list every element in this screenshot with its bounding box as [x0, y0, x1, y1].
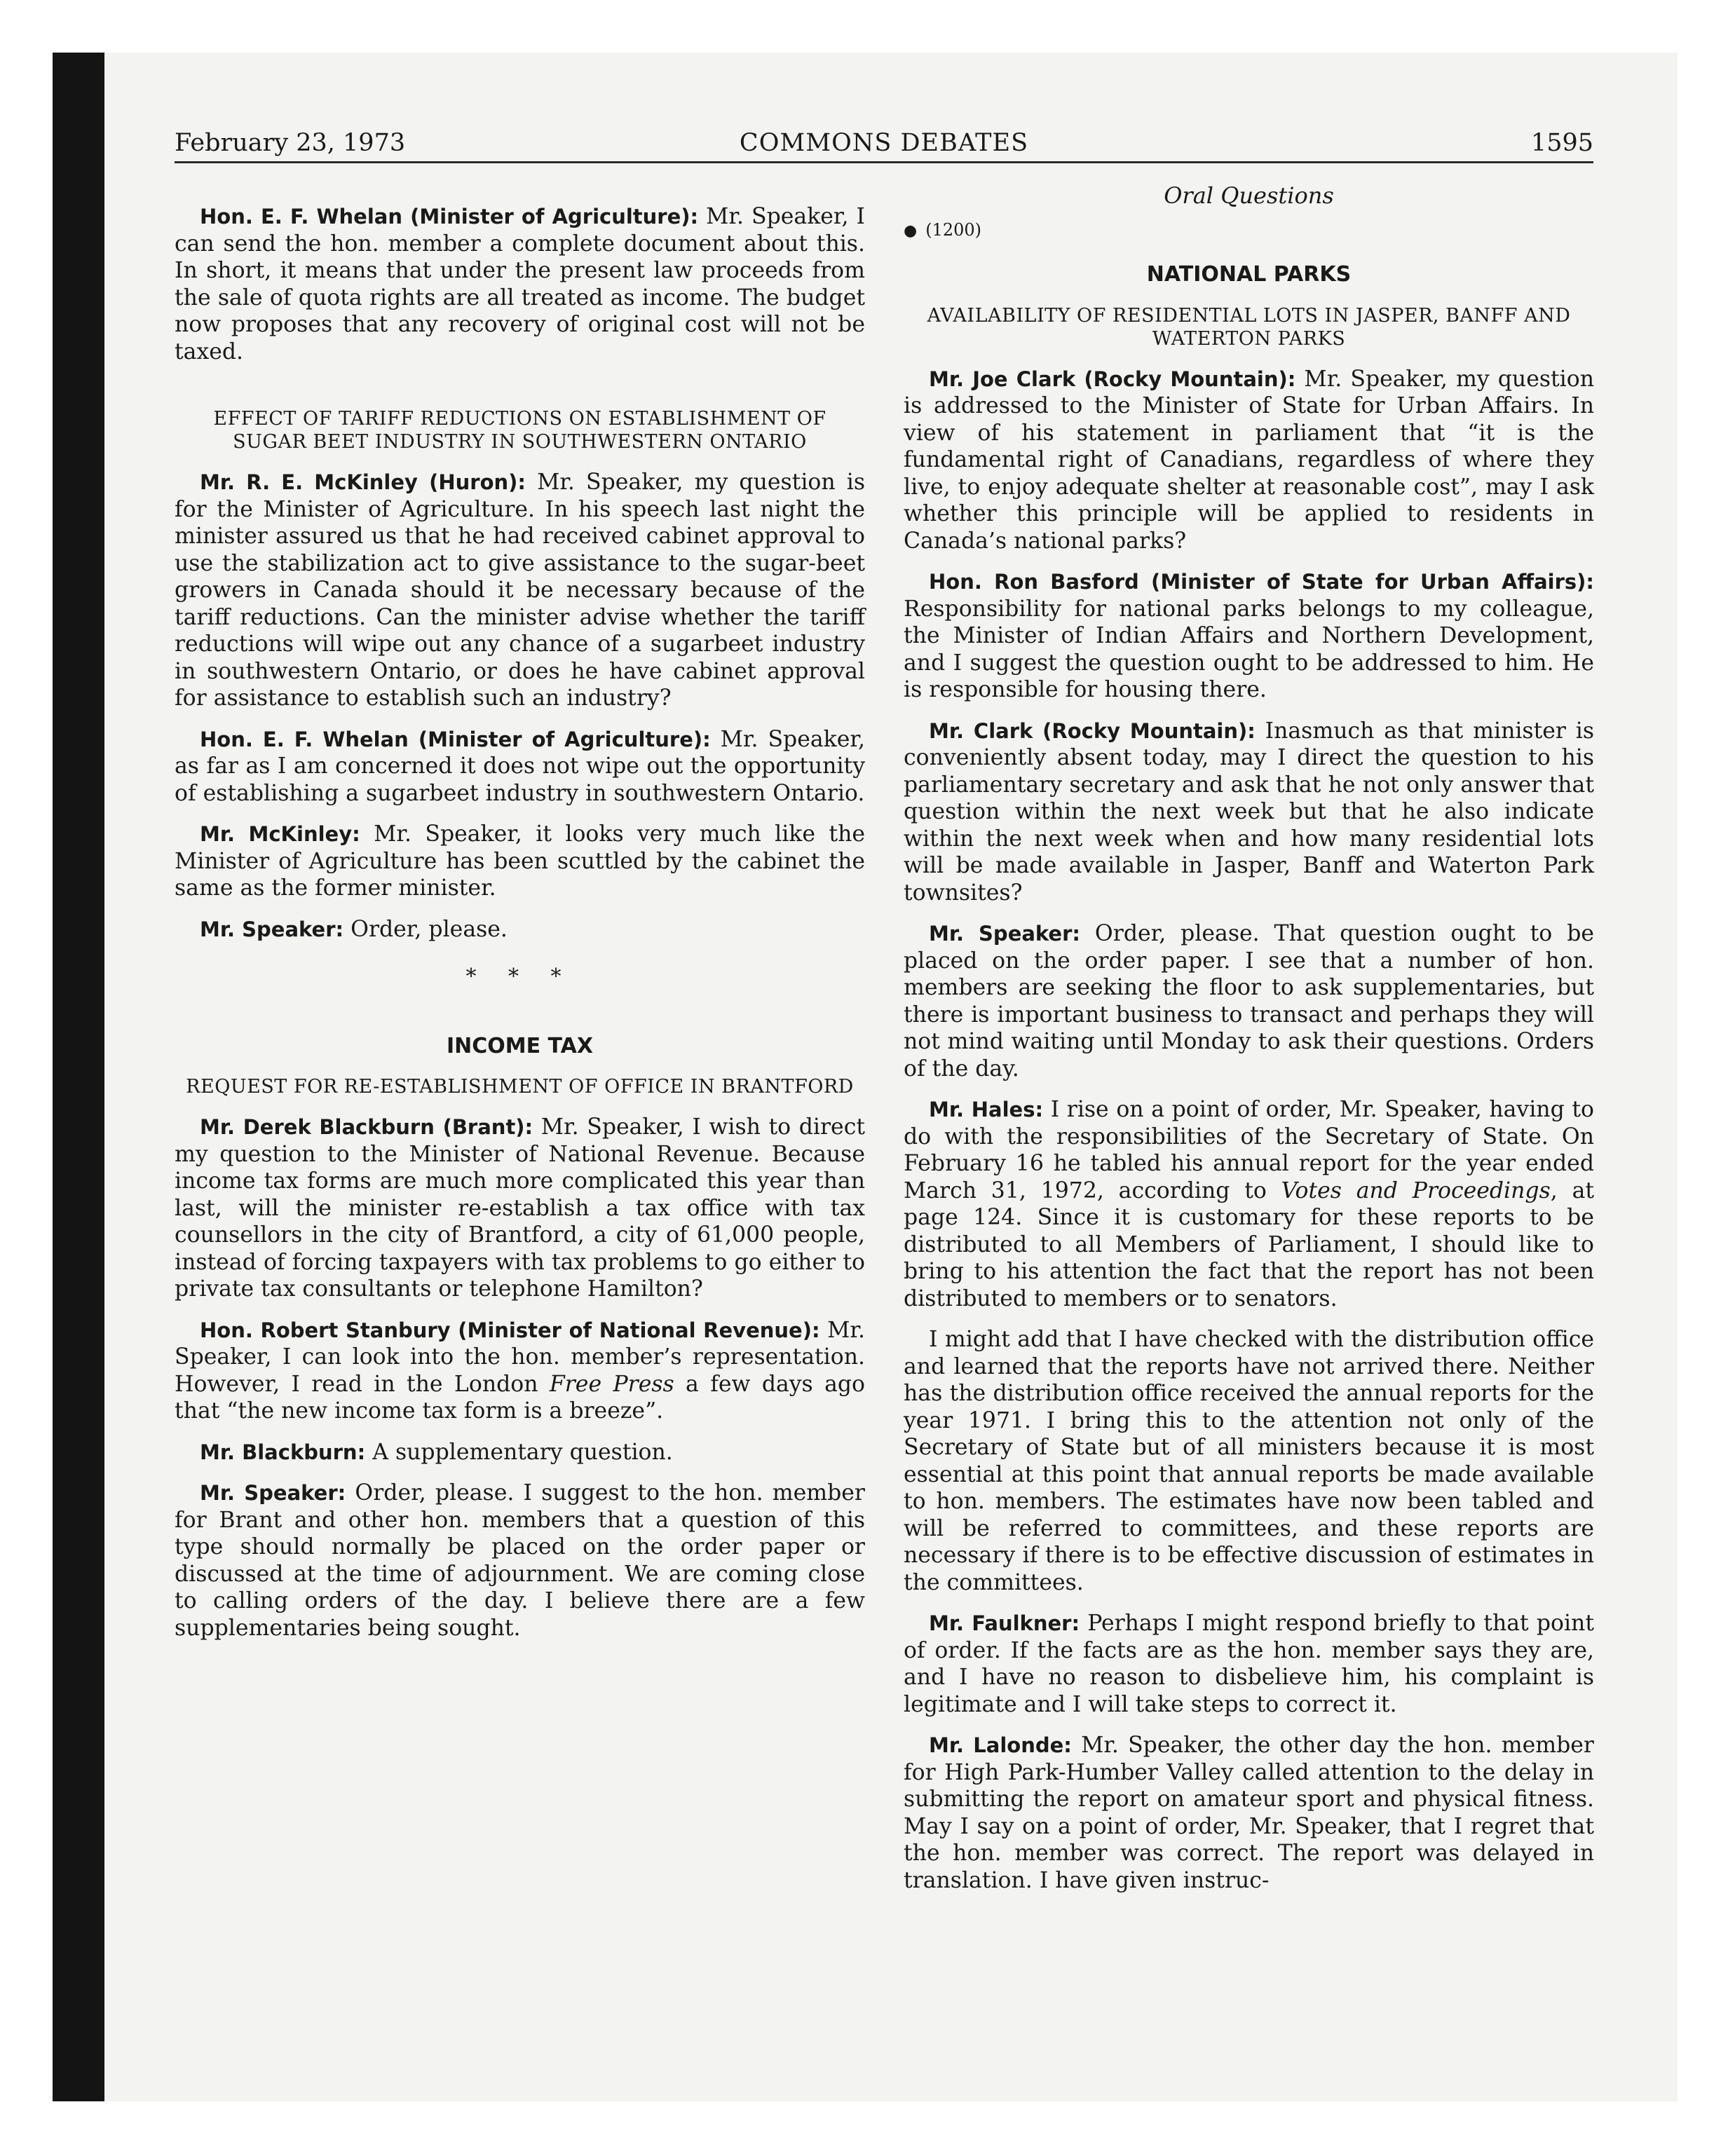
italic-title: Free Press — [549, 1371, 674, 1397]
speaker-name: Hon. Robert Stanbury (Minister of National Revenue): — [200, 1318, 820, 1342]
document-page — [175, 128, 1593, 1978]
subheading: REQUEST FOR RE-ESTABLISHMENT OF OFFICE IN BRANTFORD — [186, 1076, 854, 1098]
speaker-name: Mr. Derek Blackburn (Brant): — [200, 1115, 533, 1139]
subheading: EFFECT OF TARIFF REDUCTIONS ON ESTABLISHMENT OF SUGAR BEET INDUSTRY IN SOUTHWESTERN ONTARIO — [213, 408, 826, 453]
speech-text: a few days ago that “the new income tax form is a breeze”. — [175, 1371, 865, 1424]
section-separator: * * * — [465, 964, 574, 989]
paragraph — [904, 568, 1594, 704]
speech-text: Mr. Speaker, the other day the hon. member for High Park-Humber Valley called attention to the delay in submitting the report on amateur sport and physical fitness. May I say on a point of order, Mr. Speaker, that I regret that the hon. member was correct. The report was delayed in translation. I have given instruc- — [904, 1733, 1594, 1893]
speaker-name: Mr. Hales: — [929, 1098, 1044, 1121]
speech-text: , at page 124. Since it is customary for these reports to be distributed to all Members of Parliament, I should like to bring to his attention the fact that the report has not been distributed to members or to senators. — [904, 1178, 1595, 1311]
paragraph — [904, 366, 1594, 555]
paragraph — [175, 1439, 865, 1466]
subheading: AVAILABILITY OF RESIDENTIAL LOTS IN JASPER, BANFF AND WATERTON PARKS — [927, 304, 1571, 350]
speaker-name: Mr. Speaker: — [200, 917, 344, 941]
paragraph — [175, 821, 865, 902]
speaker-name: Mr. McKinley: — [200, 822, 360, 846]
speaker-name: Mr. R. E. McKinley (Huron): — [200, 470, 526, 494]
speaker-name: Mr. Faulkner: — [929, 1611, 1080, 1635]
speaker-name: Mr. Speaker: — [929, 922, 1081, 946]
paragraph — [175, 1480, 865, 1642]
speech-text: Responsibility for national parks belongs to my colleague, the Minister of Indian Affairs and Northern Development, and I suggest the question ought to be addressed to him. He is responsible for housing there. — [904, 596, 1594, 702]
paragraph — [175, 916, 865, 943]
paragraph — [904, 1096, 1594, 1312]
paragraph — [904, 1732, 1594, 1894]
right-column — [904, 182, 1594, 1908]
paragraph — [175, 1317, 865, 1425]
speech-text: Inasmuch as that minister is conveniently absent today, may I direct the question to his parliamentary secretary and ask that he not only answer that question within the next week but that he also indicate within the next week when and how many residential lots will be made available in Jasper, Banff and Waterton Park townsites? — [904, 718, 1594, 906]
speaker-name: Mr. Speaker: — [200, 1481, 346, 1505]
paragraph — [904, 718, 1594, 907]
page-number: 1595 — [1530, 129, 1593, 157]
speaker-name: Mr. Clark (Rocky Mountain): — [929, 718, 1256, 743]
speech-text: A supplementary question. — [365, 1439, 673, 1465]
speech-text: Order, please. — [343, 916, 508, 942]
speech-text: Mr. Speaker, I can send the hon. member a complete document about this. In short, it means that under the present law proceeds from the sale of quota rights are all treated as income. The budget now proposes that any recovery of original cost will not be taxed. — [175, 204, 866, 364]
italic-title: Votes and Proceedings — [1281, 1178, 1551, 1203]
timestamp-text: (1200) — [925, 219, 982, 240]
paragraph — [175, 469, 865, 712]
section-title: Oral Questions — [1164, 182, 1334, 209]
speaker-name: Hon. E. F. Whelan (Minister of Agriculture): — [200, 205, 699, 228]
paragraph: I might add that I have checked with the distribution office and learned that the reports have not arrived there. Neither has the distribution office received the annual reports for the year 1971. I bring this to the attention not only of the Secretary of State but of all ministers because it is most essential at this point that annual reports be made available to hon. members. The estimates have now been tabled and will be referred to committees, and these reports are necessary if there is to be effective discussion of estimates in the committees. — [904, 1327, 1594, 1595]
running-head — [175, 128, 1593, 163]
speech-text: Order, please. I suggest to the hon. member for Brant and other hon. members that a question of this type should normally be placed on the order paper or discussed at the time of adjournment. We are coming close to calling orders of the day. I believe there are a few supplementaries being sought. — [175, 1480, 865, 1641]
speech-text: Mr. Speaker, my question is addressed to the Minister of State for Urban Affairs. In view of his statement in parliament that “it is the fundamental right of Canadians, regardless of where they live, to enjoy adequate shelter at reasonable cost”, may I ask whether this principle will be applied to residents in Canada’s national parks? — [904, 366, 1594, 554]
timestamp — [904, 217, 1594, 245]
speech-text: Mr. Speaker, it looks very much like the Minister of Agriculture has been scuttled by the cabinet the same as the former minister. — [175, 821, 865, 901]
section-heading: NATIONAL PARKS — [1146, 262, 1352, 287]
speaker-name: Mr. Lalonde: — [929, 1733, 1072, 1757]
speech-text: Perhaps I might respond briefly to that point of order. If the facts are as the hon. member says they are, and I have no reason to disbelieve him, his complaint is legitimate and I will take steps to correct it. — [904, 1611, 1594, 1717]
speech-text: Order, please. That question ought to be placed on the order paper. I see that a number of hon. members are seeking the floor to ask supplementaries, but there is important business to transact and perhaps they will not mind waiting until Monday to ask their questions. Orders of the day. — [904, 921, 1594, 1082]
speech-text: Mr. Speaker, I wish to direct my question to the Minister of National Revenue. Because income tax forms are much more complicated this year than last, will the minister re-establish a tax office with tax counsellors in the city of Brantford, a city of 61,000 people, instead of forcing taxpayers with tax problems to go either to private tax consultants or telephone Hamilton? — [175, 1114, 865, 1302]
speaker-name: Hon. E. F. Whelan (Minister of Agriculture): — [200, 727, 711, 751]
speech-text: I rise on a point of order, Mr. Speaker, having to do with the responsibilities of the Secretary of State. On February 16 he tabled his annual report for the year ended March 31, 1972, according to — [904, 1097, 1594, 1203]
speaker-name: Hon. Ron Basford (Minister of State for Urban Affairs): — [929, 570, 1594, 594]
speech-text: Mr. Speaker, I can look into the hon. member’s representation. However, I read in the London — [175, 1317, 865, 1397]
paragraph — [904, 1610, 1594, 1718]
binding-edge — [53, 53, 104, 2101]
speaker-name: Mr. Blackburn: — [200, 1440, 366, 1464]
section-heading: INCOME TAX — [446, 1033, 594, 1058]
speech-text: Mr. Speaker, as far as I am concerned it does not wipe out the opportunity of establishing a sugarbeet industry in southwestern Ontario. — [175, 726, 865, 806]
paragraph — [175, 1114, 865, 1303]
left-column — [175, 203, 865, 1656]
paragraph — [175, 726, 865, 807]
header-date: February 23, 1973 — [175, 129, 406, 157]
speech-text: Mr. Speaker, my question is for the Minister of Agriculture. In his speech last night the minister assured us that he had received cabinet approval to use the stabilization act to give assistance to the sugar-beet growers in Canada should it be necessary because of the tariff reductions. Can the minister advise whether the tariff reductions will wipe out any chance of a sugarbeet industry in southwestern Ontario, or does he have cabinet approval for assistance to establish such an industry? — [175, 470, 865, 711]
header-title: COMMONS DEBATES — [739, 129, 1029, 157]
speaker-name: Mr. Joe Clark (Rocky Mountain): — [929, 367, 1296, 391]
paragraph — [904, 920, 1594, 1082]
paragraph — [175, 203, 865, 365]
bullet-icon: ● — [904, 221, 918, 240]
